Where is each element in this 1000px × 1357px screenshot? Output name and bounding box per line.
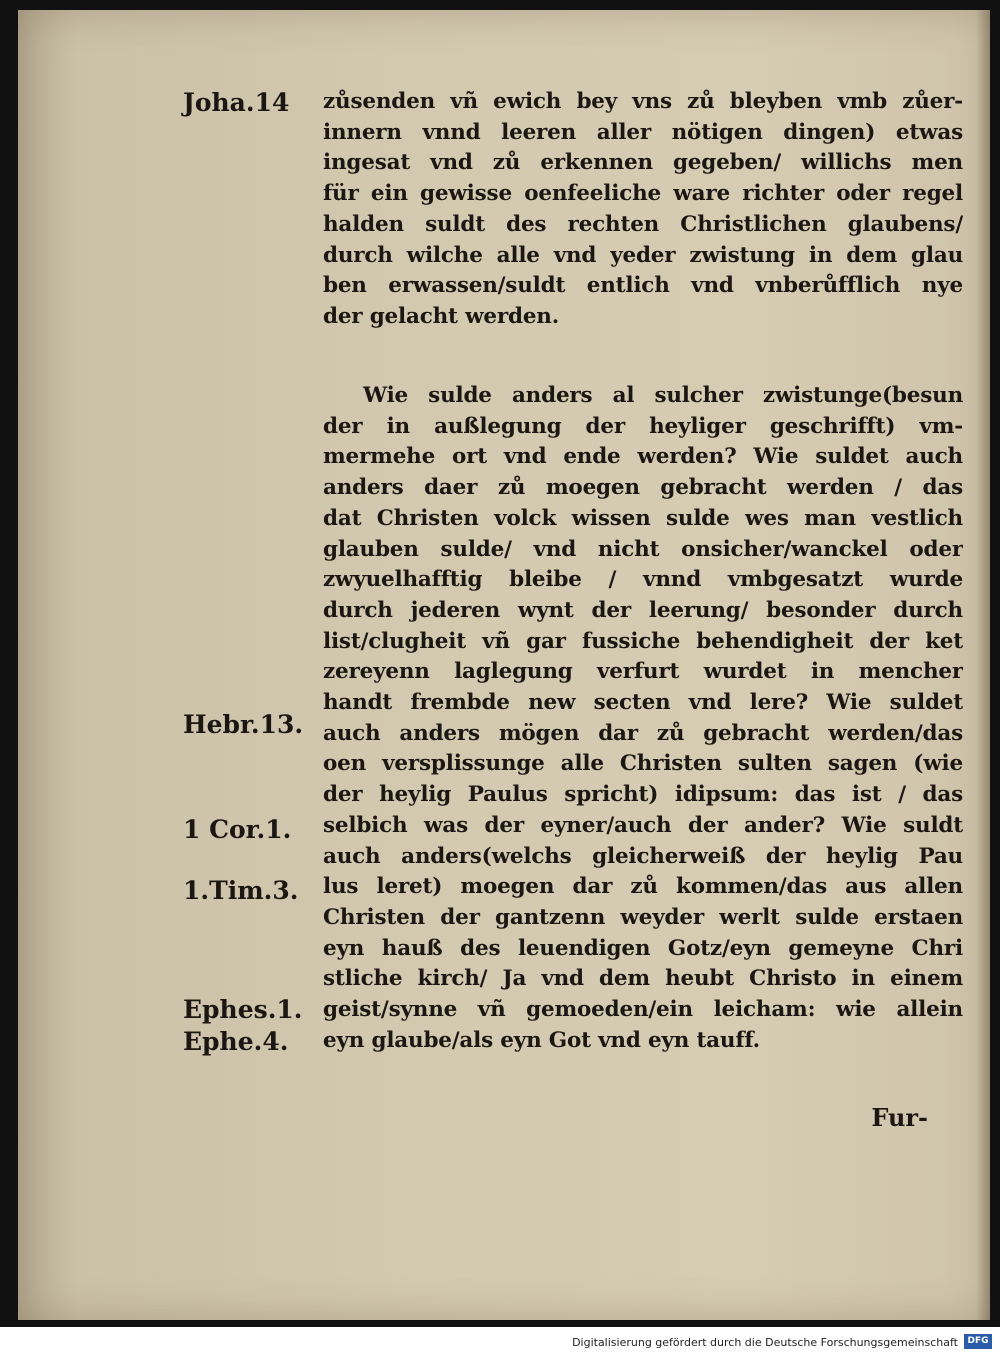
text-line: list/clugheit vñ gar fussiche behendigheit der ket bbox=[323, 628, 963, 654]
text-line: Christen der gantzenn weyder werlt sulde erstaen bbox=[323, 904, 963, 930]
text-line: innern vnnd leeren aller nötigen dingen) etwas bbox=[323, 119, 963, 145]
text-line: stliche kirch/ Ja vnd dem heubt Christo in einem bbox=[323, 966, 963, 992]
text-line: für ein gewisse oenfeeliche ware richter oder regel bbox=[323, 181, 963, 207]
margin-note-johannes: Joha.14 bbox=[183, 88, 290, 117]
text-line: selbich was der eyner/auch der ander? Wie suldt bbox=[323, 812, 963, 838]
text-line: handt frembde new secten vnd lere? Wie suldet bbox=[323, 690, 963, 716]
text-line: geist/synne vñ gemoeden/ein leicham: wie allein bbox=[323, 997, 963, 1023]
text-line: ben erwassen/suldt entlich vnd vnberůfflich nye bbox=[323, 273, 963, 299]
text-line: dat Christen volck wissen sulde wes man vestlich bbox=[323, 505, 963, 531]
catchword: Fur- bbox=[871, 1103, 928, 1132]
text-line: der in außlegung der heyliger geschrifft) vm- bbox=[323, 413, 963, 439]
text-line: anders daer zů moegen gebracht werden / das bbox=[323, 475, 963, 501]
text-line: oen versplissunge alle Christen sulten sagen (wie bbox=[323, 751, 963, 777]
margin-note-ephe4: Ephe.4. bbox=[183, 1027, 289, 1056]
dfg-logo-icon: DFG bbox=[964, 1334, 992, 1349]
margin-note-ephes1: Ephes.1. bbox=[183, 995, 303, 1024]
text-line: zereyenn laglegung verfurt wurdet in mencher bbox=[323, 659, 963, 685]
book-page bbox=[18, 10, 990, 1320]
text-line: der heylig Paulus spricht) idipsum: das ist / das bbox=[323, 782, 963, 808]
text-line: zwyuelhafftig bleibe / vnnd vmbgesatzt wurde bbox=[323, 567, 963, 593]
text-line: zůsenden vñ ewich bey vns zů bleyben vmb zůer- bbox=[323, 89, 963, 114]
text-line: eyn hauß des leuendigen Gotz/eyn gemeyne Chri bbox=[323, 935, 963, 961]
paragraph-2 bbox=[323, 381, 963, 1056]
paragraph-1 bbox=[323, 87, 963, 333]
text-line: durch jederen wynt der leerung/ besonder durch bbox=[323, 597, 963, 623]
text-line: glauben sulde/ vnd nicht onsicher/wanckel oder bbox=[323, 536, 963, 562]
text-line: mermehe ort vnd ende werden? Wie suldet auch bbox=[323, 444, 963, 470]
margin-note-tim: 1.Tim.3. bbox=[183, 876, 299, 905]
text-line: eyn glaube/als eyn Got vnd eyn tauff. bbox=[323, 1027, 760, 1053]
text-line: ingesat vnd zů erkennen gegeben/ willichs men bbox=[323, 150, 963, 176]
text-line: auch anders mögen dar zů gebracht werden/das bbox=[323, 720, 963, 746]
text-line: Wie sulde anders al sulcher zwistunge(besun bbox=[363, 383, 963, 408]
margin-note-cor: 1 Cor.1. bbox=[183, 815, 292, 844]
funding-credit: Digitalisierung gefördert durch die Deutsche Forschungsgemeinschaft bbox=[572, 1336, 958, 1349]
footer-bar bbox=[0, 1327, 1000, 1357]
text-line: auch anders(welchs gleicherweiß der heylig Pau bbox=[323, 843, 963, 869]
text-line: der gelacht werden. bbox=[323, 303, 560, 329]
text-line: lus leret) moegen dar zů kommen/das aus allen bbox=[323, 874, 963, 900]
text-line: durch wilche alle vnd yeder zwistung in dem glau bbox=[323, 242, 963, 268]
page-edge-shadow bbox=[976, 10, 990, 1320]
text-line: halden suldt des rechten Christlichen glaubens/ bbox=[323, 211, 963, 237]
margin-note-hebr: Hebr.13. bbox=[183, 710, 304, 739]
